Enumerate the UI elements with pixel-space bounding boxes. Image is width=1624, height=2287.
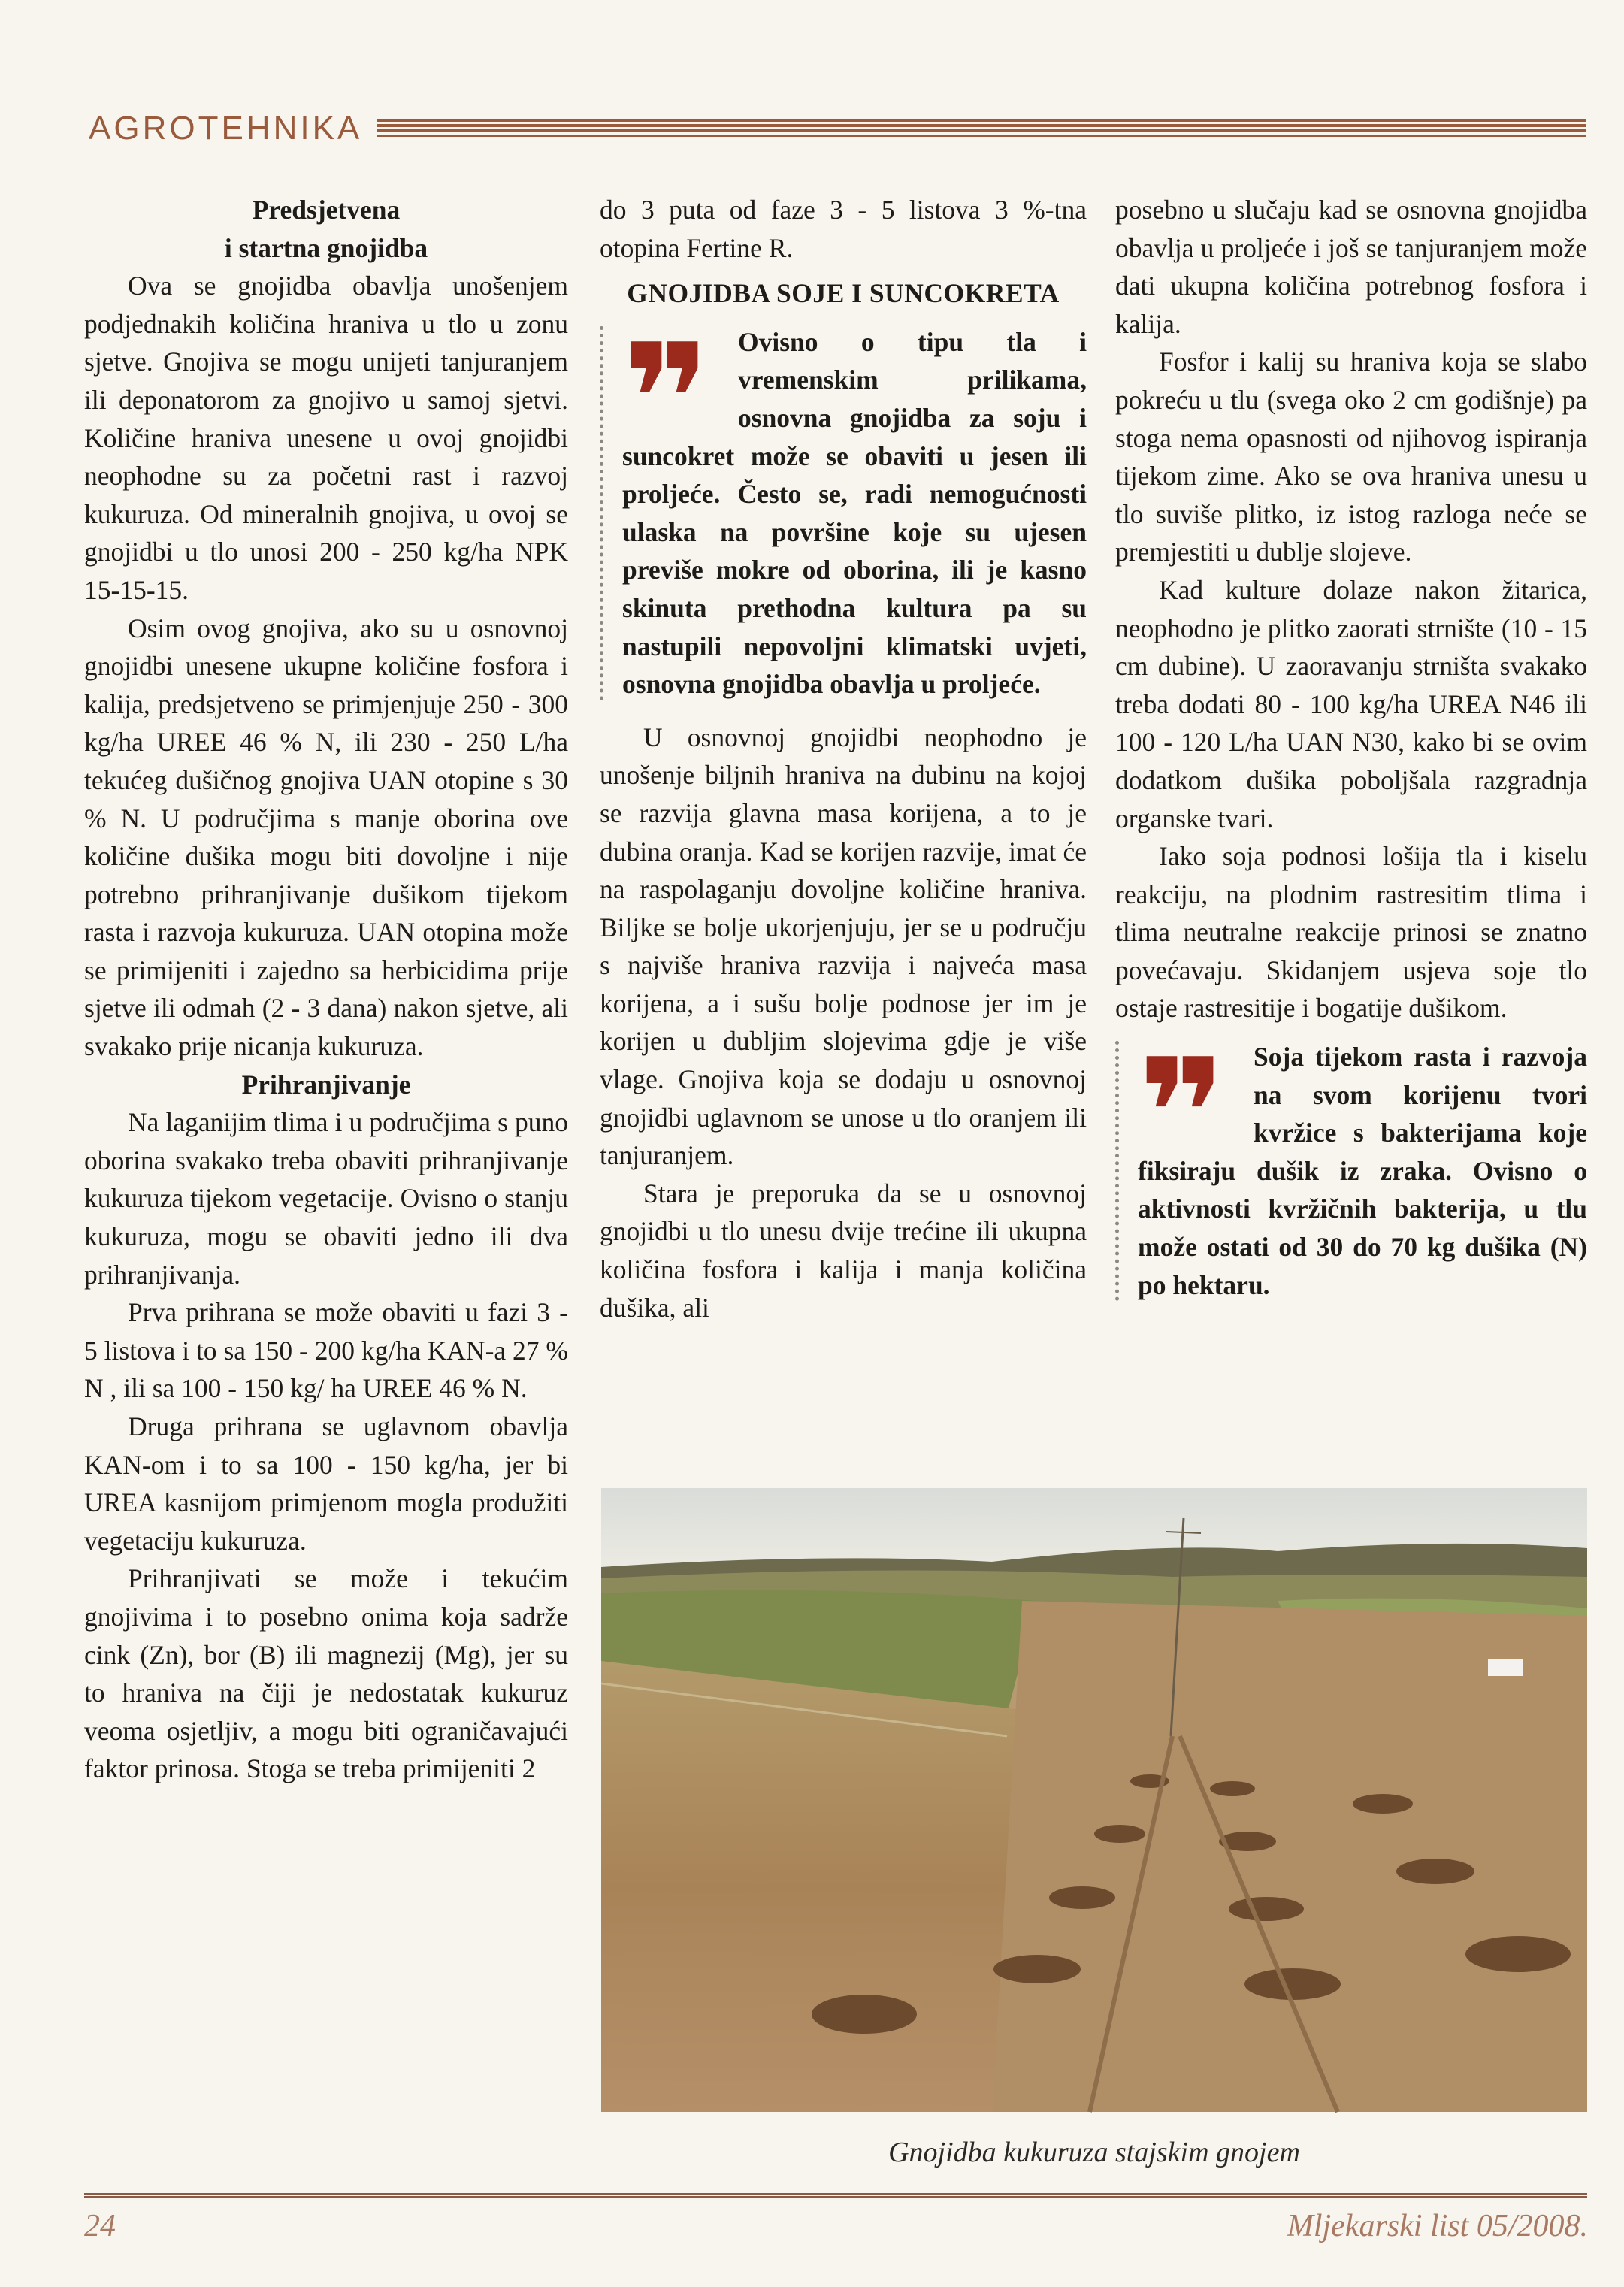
pull-quote-text: Soja tijekom rasta i razvoja na svom korijenu tvori kvržice s bakterijama koje fiksiraju dušik iz zraka. Ovisno o aktivnosti kvržičnih bakterija, u tlu može ostati od 30 do 70 kg dušika (N) po hektaru. <box>1138 1042 1587 1300</box>
field-photo-image <box>601 1488 1587 2112</box>
column-3 <box>1115 191 1587 1319</box>
paragraph: Fosfor i kalij su hraniva koja se slabo pokreću u tlu (svega oko 2 cm godišnje) pa stoga nema opasnosti od njihovog ispiranja tijekom zime. Ako se ova hraniva unesu u tlo suviše plitko, iz istog razloga neće se premjestiti u dublje slojeve. <box>1115 346 1587 567</box>
paragraph: Stara je preporuka da se u osnovnoj gnojidbi u tlo unesu dvije trećine ili ukupna količina fosfora i kalija i manja količina dušika, ali <box>600 1178 1087 1323</box>
paragraph: Na laganijim tlima i u područjima s puno oborina svakako treba obaviti prihranjivanje kukuruza tijekom vegetacije. Ovisno o stanju kukuruza, mogu se obaviti jedno ili dva prihranjivanja. <box>84 1107 568 1290</box>
page-header <box>89 104 1586 149</box>
column-1 <box>84 191 568 1788</box>
paragraph: Ova se gnojidba obavlja unošenjem podjednakih količina hraniva u tlo u zonu sjetve. Gnojiva se mogu unijeti tanjuranjem ili deponatorom za gnojivo u samoj sjetvi. Količine hraniva unesene u ovoj gnojidbi neophodne su za početni rast i razvoj kukuruza. Od mineralnih gnojiva, u ovoj se gnojidbi u tlo unosi 200 - 250 kg/ha NPK 15-15-15. <box>84 271 568 605</box>
footer-rule <box>84 2193 1587 2198</box>
paragraph: Prva prihrana se može obaviti u fazi 3 - 5 listova i to sa 150 - 200 kg/ha KAN-a 27 % N , ili sa 100 - 150 kg/ ha UREE 46 % N. <box>84 1297 568 1404</box>
paragraph: Prihranjivati se može i tekućim gnojivima i to posebno onima koja sadrže cink (Zn), bor (B) ili magnezij (Mg), jer su to hraniva na čiji je nedostatak kukuruz veoma osjetljiv, a mogu biti ograničavajući faktor prinosa. Stoga se treba primijeniti 2 <box>84 1563 568 1784</box>
column-2 <box>600 191 1087 1327</box>
paragraph: posebno u slučaju kad se osnovna gnojidba obavlja u proljeće i još se tanjuranjem može dati ukupna količina potrebnog fosfora i kalija. <box>1115 195 1587 339</box>
paragraph: U osnovnoj gnojidbi neophodno je unošenje biljnih hraniva na dubinu na kojoj se razvija glavna masa korijena, a to je dubina oranja. Kad se korijen razvije, imat će na raspolaganju dovoljne količine hraniva. Biljke se bolje ukorjenjuju, jer se u području s najviše hraniva razvija i najveća masa korijena, a i sušu bolje podnose jer im je korijen u dubljim slojevima gdje je više vlage. Gnojiva koja se dodaju u osnovnoj gnojidbi uglavnom se unose u tlo oranjem ili tanjuranjem. <box>600 721 1087 1171</box>
paragraph: Iako soja podnosi lošija tla i kiselu reakciju, na plodnim rastresitim tlima i tlima neutralne reakcije prinosi se znatno povećavaju. Skidanjem usjeva soje tlo ostaje rastresitije i bogatije dušikom. <box>1115 841 1587 1024</box>
subheading-predsjetvena: Predsjetvena i startna gnojidba <box>224 195 428 263</box>
pull-quote-text: Ovisno o tipu tla i vremenskim prilikama, osnovna gnojidba za soju i suncokret može se obaviti u jesen ili proljeće. Često se, radi nemogućnosti ulaska na površine koje su ujesen previše mokre od oborina, ili je kasno skinuta prethodna kultura pa su nastupili nepovoljni klimatski uvjeti, osnovna gnojidba obavlja u proljeće. <box>622 326 1087 700</box>
paragraph: Druga prihrana se uglavnom obavlja KAN-om i to sa 100 - 150 kg/ha, jer bi UREA kasnijom primjenom mogla produžiti vegetaciju kukuruza. <box>84 1411 568 1556</box>
paragraph: Osim ovog gnojiva, ako su u osnovnoj gnojidbi unesene ukupne količine fosfora i kalija, predsjetveno se primjenjuje 250 - 300 kg/ha UREE 46 % N, ili 230 - 250 L/ha tekućeg dušičnog gnojiva UAN otopine s 30 % N. U područjima s manje oborina ove količine dušika mogu biti dovoljne i nije potrebno prihranjivanje dušikom tijekom rasta i razvoja kukuruza. UAN otopina može se primijeniti i zajedno sa herbicidima prije sjetve ili odmah (2 - 3 dana) nakon sjetve, ali svakako prije nicanja kukuruza. <box>84 613 568 1062</box>
pull-quote <box>1115 1027 1587 1304</box>
header-rule <box>377 119 1586 137</box>
section-label: AGROTEHNIKA <box>89 110 363 147</box>
subheading-prihranjivanje: Prihranjivanje <box>241 1069 411 1100</box>
paragraph: do 3 puta od faze 3 - 5 listova 3 %-tna otopina Fertine R. <box>600 195 1087 263</box>
field-photo <box>601 1488 1587 2112</box>
publication-name: Mljekarski list 05/2008. <box>1287 2209 1588 2243</box>
photo-caption: Gnojidba kukuruza stajskim gnojem <box>888 2137 1300 2168</box>
quote-mark-icon: ❞ <box>1138 1027 1211 1202</box>
section-title: GNOJIDBA SOJE I SUNCOKRETA <box>627 278 1060 309</box>
page-number: 24 <box>84 2209 116 2243</box>
quote-mark-icon: ❞ <box>622 311 696 487</box>
paragraph: Kad kulture dolaze nakon žitarica, neophodno je plitko zaorati strnište (10 - 15 cm dubine). U zaoravanju strništa svakako treba dodati 80 - 100 kg/ha UREA N46 ili 100 - 120 L/ha UAN N30, kako bi se ovim dodatkom dušika poboljšala razgradnja organske tvari. <box>1115 574 1587 833</box>
pull-quote <box>600 311 1087 703</box>
